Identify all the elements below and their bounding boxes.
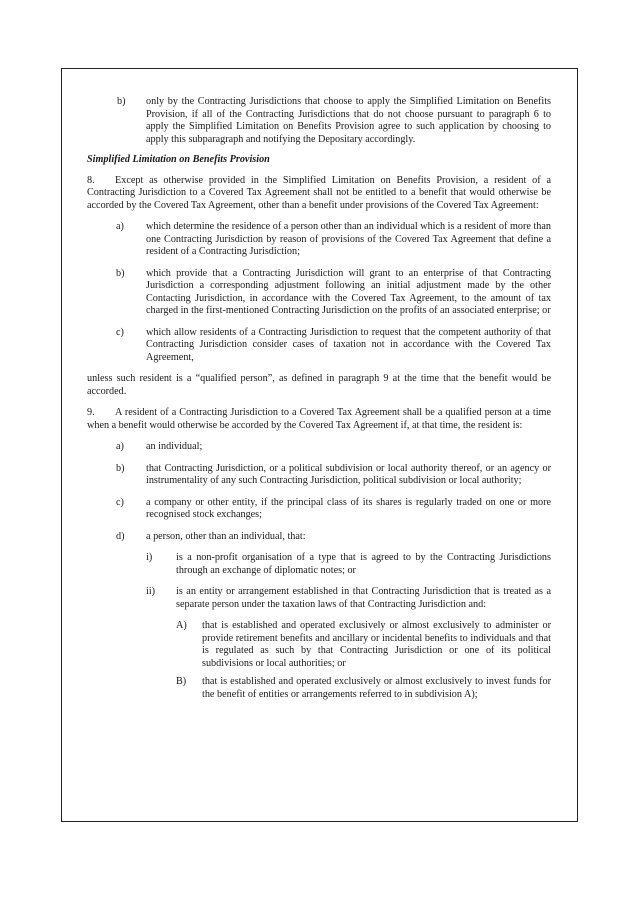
sub-list-item — [146, 586, 551, 611]
sub-list-item — [146, 552, 551, 577]
list-item — [116, 221, 551, 259]
item-text: is a non-profit organisation of a type that is agreed to by the Contracting Jurisdictions through an exchange of diplomatic notes; or — [176, 552, 551, 576]
list-item — [116, 268, 551, 318]
list-item — [116, 441, 551, 454]
item-label: i) — [146, 552, 153, 563]
paragraph-8 — [87, 175, 551, 213]
item-text: a person, other than an individual, that: — [146, 530, 306, 542]
item-label: d) — [116, 530, 125, 542]
paragraph-text: A resident of a Contracting Jurisdiction to a Covered Tax Agreement shall be a qualified person at a time when a benefit would otherwise be accorded by the Covered Tax Agreement if, at that time, the resident is: — [87, 407, 551, 431]
item-text: is an entity or arrangement established in that Contracting Jurisdiction that is treated as a separate person under the taxation laws of that Contracting Jurisdiction and: — [176, 586, 551, 610]
paragraph-text: Except as otherwise provided in the Simplified Limitation on Benefits Provision, a resident of a Contracting Jurisdiction to a Covered Tax Agreement shall not be entitled to a benefit that would otherwise be accorded by the Covered Tax Agreement, other than a benefit under provisions of the Covered Tax Agreement: — [87, 174, 551, 211]
list-item — [117, 96, 551, 146]
item-text: that Contracting Jurisdiction, or a political subdivision or local authority thereof, or an agency or instrumentality of any such Contracting Jurisdiction, political subdivision or local authority; — [146, 462, 551, 486]
paragraph-8-closing: unless such resident is a “qualified person”, as defined in paragraph 9 at the time that the benefit would be accorded. — [87, 373, 551, 397]
section-heading: Simplified Limitation on Benefits Provision — [87, 154, 270, 165]
item-text: that is established and operated exclusively or almost exclusively to invest funds for the benefit of entities or arrangements referred to in subdivision A); — [202, 676, 551, 700]
item-label: b) — [116, 462, 125, 474]
item-text: which provide that a Contracting Jurisdiction will grant to an enterprise of that Contracting Jurisdiction a corresponding adjustment following an initial adjustment made by the other Contacting Jurisdiction, in accordance with the Covered Tax Agreement, to the amount of tax charged in the first-mentioned Contracting Jurisdiction on the profits of an associated enterprise; or — [146, 267, 551, 316]
item-text: a company or other entity, if the principal class of its shares is regularly traded on one or more recognised stock exchanges; — [146, 496, 551, 520]
sub-sub-list-item — [176, 620, 551, 670]
item-text: which allow residents of a Contracting Jurisdiction to request that the competent authority of that Contracting Jurisdiction consider cases of taxation not in accordance with the Covered Tax Agreement, — [146, 326, 551, 363]
item-label: ii) — [146, 586, 156, 597]
item-label: c) — [116, 496, 124, 508]
paragraph-number: 8. — [87, 174, 95, 186]
list-item — [116, 463, 551, 488]
item-label: b) — [116, 267, 125, 279]
item-label: c) — [116, 326, 124, 338]
list-item — [116, 531, 551, 544]
item-label: B) — [176, 676, 187, 687]
item-label: a) — [116, 441, 124, 452]
item-text: that is established and operated exclusively or almost exclusively to administer or provide retirement benefits and ancillary or incidental benefits to individuals and that is regulated as such by that Contracting Jurisdiction or one of its political subdivisions or local authorities; or — [202, 620, 551, 669]
sub-sub-list-item — [176, 676, 551, 701]
document-body — [87, 96, 551, 707]
paragraph-number: 9. — [87, 407, 95, 418]
item-text: an individual; — [146, 441, 203, 452]
item-label: a) — [116, 221, 124, 232]
list-item — [116, 327, 551, 365]
paragraph-9 — [87, 407, 551, 432]
item-label: A) — [176, 620, 187, 631]
list-item — [116, 497, 551, 522]
item-label: b) — [117, 96, 126, 107]
item-text: only by the Contracting Jurisdictions that choose to apply the Simplified Limitation on Benefits Provision, if all of the Contracting Jurisdictions that do not choose pursuant to paragraph 6 to apply the Simplified Limitation on Benefits Provision agree to such application by choosing to apply this subparagraph and notifying the Depositary accordingly. — [146, 96, 551, 145]
item-text: which determine the residence of a person other than an individual which is a resident of more than one Contracting Jurisdiction by reason of provisions of the Covered Tax Agreement that define a resident of a Contracting Jurisdiction; — [146, 221, 551, 257]
